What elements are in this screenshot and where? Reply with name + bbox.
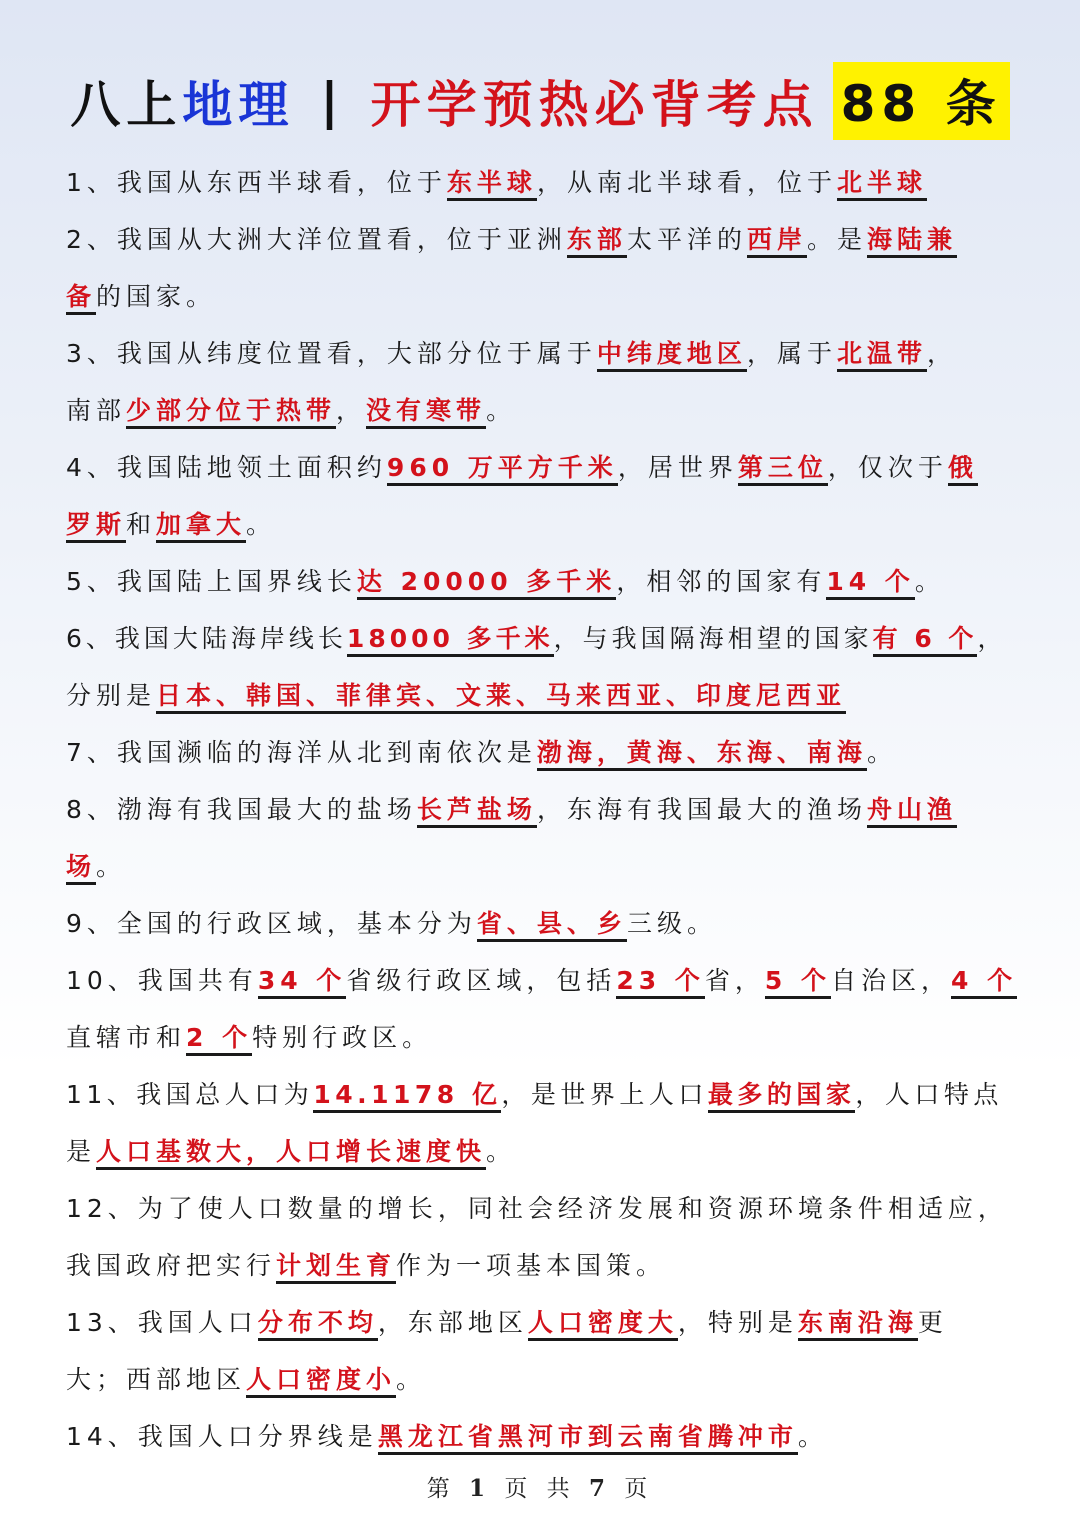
answer-underlined: 计划生育 bbox=[276, 1251, 396, 1284]
line-text: 6、我国大陆海岸线长 bbox=[66, 624, 347, 653]
line-text: ，是世界上人口 bbox=[501, 1080, 708, 1109]
text-line bbox=[66, 952, 1018, 1009]
text-line bbox=[66, 382, 1018, 439]
line-text: 作为一项基本国策。 bbox=[396, 1251, 667, 1280]
answer-underlined: 人口密度小 bbox=[246, 1365, 396, 1398]
answer-underlined: 西岸 bbox=[747, 225, 807, 258]
footer-post: 页 bbox=[624, 1476, 654, 1502]
line-text: 2、我国从大洲大洋位置看，位于亚洲 bbox=[66, 225, 567, 254]
line-text: 。 bbox=[914, 567, 945, 596]
line-text: ，从南北半球看，位于 bbox=[536, 168, 837, 197]
answer-underlined: 第三位 bbox=[738, 453, 828, 486]
line-text: 4、我国陆地领土面积约 bbox=[66, 453, 387, 482]
text-line bbox=[66, 439, 1018, 496]
title-part-1: 八上 bbox=[70, 76, 183, 134]
text-line bbox=[66, 496, 1018, 553]
text-line bbox=[66, 1408, 1018, 1465]
line-text: 。 bbox=[486, 1137, 517, 1166]
text-line bbox=[66, 325, 1018, 382]
line-text: 南部 bbox=[66, 396, 127, 425]
answer-underlined: 舟山渔 bbox=[867, 795, 957, 828]
line-text: ，东部地区 bbox=[377, 1308, 528, 1337]
answer-underlined: 达 20000 多千米 bbox=[357, 567, 616, 600]
line-text: 自治区， bbox=[830, 966, 951, 995]
answer-underlined: 没有寒带 bbox=[366, 396, 486, 429]
text-line bbox=[66, 1237, 1018, 1294]
line-text: 更 bbox=[917, 1308, 948, 1337]
title-part-3: 开学预热必背考点 bbox=[370, 76, 819, 134]
line-text: 我国政府把实行 bbox=[66, 1251, 277, 1280]
text-line bbox=[66, 1180, 1018, 1237]
line-text: 13、我国人口 bbox=[66, 1308, 258, 1337]
text-line bbox=[66, 895, 1018, 952]
text-line bbox=[66, 610, 1018, 667]
answer-underlined: 罗斯 bbox=[66, 510, 126, 543]
answer-underlined: 俄 bbox=[948, 453, 978, 486]
line-text: 特别行政区。 bbox=[252, 1023, 433, 1052]
line-text: ， bbox=[926, 339, 957, 368]
text-line bbox=[66, 1123, 1018, 1180]
footer-total-pages: 7 bbox=[588, 1475, 611, 1502]
answer-underlined: 14 个 bbox=[826, 567, 915, 600]
line-text: 三级。 bbox=[626, 909, 717, 938]
answer-underlined: 人口基数大，人口增长速度快 bbox=[96, 1137, 486, 1170]
line-text: ，属于 bbox=[746, 339, 837, 368]
answer-underlined: 长芦盐场 bbox=[417, 795, 537, 828]
page-title bbox=[0, 62, 1080, 140]
answer-underlined: 场 bbox=[66, 852, 96, 885]
line-text: 是 bbox=[66, 1137, 97, 1166]
answer-underlined: 2 个 bbox=[186, 1023, 252, 1056]
line-text: ，人口特点 bbox=[855, 1080, 1003, 1109]
line-text: ， bbox=[977, 624, 1007, 653]
answer-underlined: 黑龙江省黑河市到云南省腾冲市 bbox=[378, 1422, 798, 1455]
answer-underlined: 最多的国家 bbox=[708, 1080, 856, 1113]
answer-underlined: 中纬度地区 bbox=[597, 339, 747, 372]
line-text: 省， bbox=[704, 966, 765, 995]
line-text: 。 bbox=[797, 1422, 828, 1451]
text-line bbox=[66, 838, 1018, 895]
line-text: ，东海有我国最大的渔场 bbox=[536, 795, 867, 824]
answer-underlined: 少部分位于热带 bbox=[126, 396, 336, 429]
answer-underlined: 34 个 bbox=[258, 966, 347, 999]
answer-underlined: 北半球 bbox=[837, 168, 927, 201]
line-text: 。 bbox=[96, 852, 127, 881]
title-highlight-count: 88 条 bbox=[833, 62, 1010, 140]
answer-underlined: 14.1178 亿 bbox=[313, 1080, 501, 1113]
answer-underlined: 北温带 bbox=[837, 339, 927, 372]
line-text: 太平洋的 bbox=[626, 225, 747, 254]
line-text: 3、我国从纬度位置看，大部分位于属于 bbox=[66, 339, 597, 368]
text-line bbox=[66, 1066, 1018, 1123]
line-text: ， bbox=[336, 396, 367, 425]
text-line bbox=[66, 211, 1018, 268]
line-text: 10、我国共有 bbox=[66, 966, 258, 995]
answer-underlined: 加拿大 bbox=[156, 510, 246, 543]
line-text: 7、我国濒临的海洋从北到南依次是 bbox=[66, 738, 537, 767]
line-text: 和 bbox=[126, 510, 157, 539]
footer-pre: 第 bbox=[426, 1476, 456, 1502]
answer-underlined: 23 个 bbox=[616, 966, 705, 999]
answer-underlined: 东南沿海 bbox=[798, 1308, 918, 1341]
line-text: 1、我国从东西半球看，位于 bbox=[66, 168, 447, 197]
text-line bbox=[66, 724, 1018, 781]
answer-underlined: 备 bbox=[66, 282, 96, 315]
line-text: 的国家。 bbox=[96, 282, 217, 311]
line-text: ，特别是 bbox=[677, 1308, 798, 1337]
text-line bbox=[66, 1009, 1018, 1066]
line-text: 5、我国陆上国界线长 bbox=[66, 567, 357, 596]
text-line bbox=[66, 781, 1018, 838]
line-text: 。 bbox=[246, 510, 277, 539]
page-footer bbox=[0, 1470, 1080, 1503]
answer-underlined: 渤海，黄海、东海、南海 bbox=[537, 738, 867, 771]
answer-underlined: 省、县、乡 bbox=[477, 909, 627, 942]
text-line bbox=[66, 268, 1018, 325]
line-text: 分别是 bbox=[66, 681, 157, 710]
line-text: ，与我国隔海相望的国家 bbox=[553, 624, 873, 653]
answer-underlined: 东半球 bbox=[447, 168, 537, 201]
answer-underlined: 日本、韩国、菲律宾、文莱、马来西亚、印度尼西亚 bbox=[156, 681, 846, 714]
line-text: 大；西部地区 bbox=[66, 1365, 247, 1394]
footer-page-number: 1 bbox=[469, 1475, 492, 1502]
line-text: ，相邻的国家有 bbox=[616, 567, 827, 596]
footer-mid: 页 共 bbox=[504, 1476, 576, 1502]
line-text: 8、渤海有我国最大的盐场 bbox=[66, 795, 417, 824]
text-line bbox=[66, 154, 1018, 211]
answer-underlined: 海陆兼 bbox=[867, 225, 957, 258]
title-separator: | bbox=[320, 72, 345, 130]
answer-underlined: 5 个 bbox=[765, 966, 831, 999]
line-text: 省级行政区域，包括 bbox=[346, 966, 617, 995]
line-text: 。 bbox=[486, 396, 517, 425]
text-line bbox=[66, 667, 1018, 724]
line-text: ，仅次于 bbox=[827, 453, 948, 482]
line-text: 。是 bbox=[806, 225, 867, 254]
line-text: 11、我国总人口为 bbox=[66, 1080, 314, 1109]
answer-underlined: 960 万平方千米 bbox=[387, 453, 618, 486]
answer-underlined: 4 个 bbox=[951, 966, 1017, 999]
line-text: 9、全国的行政区域，基本分为 bbox=[66, 909, 477, 938]
text-line bbox=[66, 1351, 1018, 1408]
answer-underlined: 分布不均 bbox=[258, 1308, 378, 1341]
line-text: ，居世界 bbox=[617, 453, 738, 482]
answer-underlined: 人口密度大 bbox=[528, 1308, 678, 1341]
title-part-2: 地理 bbox=[182, 76, 295, 134]
line-text: 。 bbox=[396, 1365, 427, 1394]
answer-underlined: 有 6 个 bbox=[873, 624, 978, 657]
text-line bbox=[66, 553, 1018, 610]
answer-underlined: 东部 bbox=[567, 225, 627, 258]
line-text: 12、为了使人口数量的增长，同社会经济发展和资源环境条件相适应， bbox=[66, 1194, 1008, 1223]
answer-underlined: 18000 多千米 bbox=[347, 624, 554, 657]
line-text: 14、我国人口分界线是 bbox=[66, 1422, 378, 1451]
line-text: 直辖市和 bbox=[66, 1023, 187, 1052]
text-line bbox=[66, 1294, 1018, 1351]
line-text: 。 bbox=[866, 738, 897, 767]
study-points-list bbox=[66, 154, 1018, 1465]
